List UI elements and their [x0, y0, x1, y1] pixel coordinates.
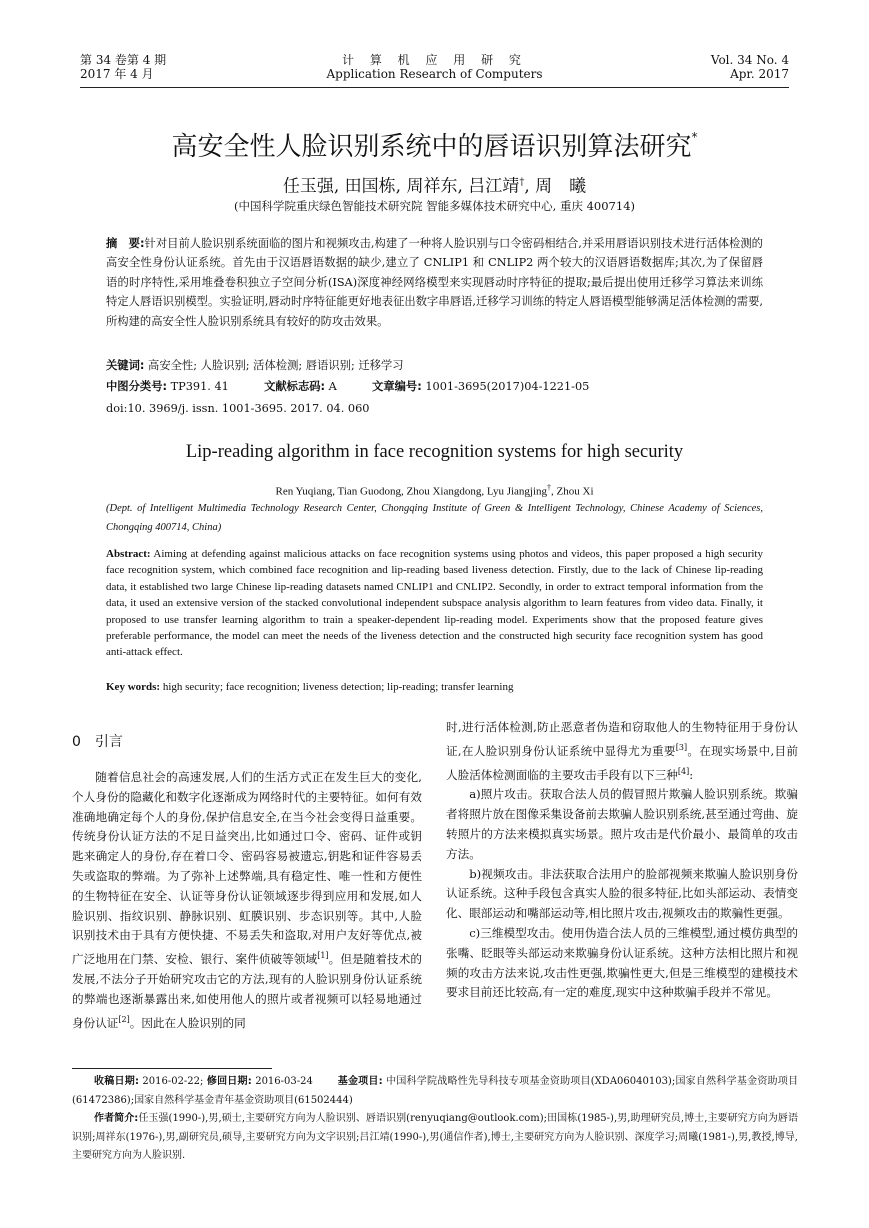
- date-line: 2017 年 4 月: [80, 67, 154, 81]
- classification-line: [106, 377, 763, 396]
- footnotes: [72, 1073, 798, 1166]
- text-run: 。但是随着技术的发展,不法分子开始研究攻击它的方法,现有的人脸识别身份认证系统的弊端也逐渐暴露出来,如使用他人的照片或者视频可以轻易地通过身份认证: [72, 952, 422, 1030]
- received-value: 2016-02-22;: [142, 1076, 204, 1087]
- citation-3: [3]: [675, 742, 688, 752]
- funding-label: 基金项目:: [337, 1076, 383, 1087]
- keywords-en-text: high security; face recognition; liveness detection; lip-reading; transfer learning: [160, 681, 514, 693]
- abstract-en-text: Aiming at defending against malicious attacks on face recognition systems using photos and videos, this paper proposed a high security face recognition system, which combined face recognition and lip-reading based liveness detection. Firstly, due to the lack of Chinese lip-reading data, it established two large Chinese lip-reading datasets named CNLIP1 and CNLIP2. Secondly, in order to extract temporal information from the data, it used an extensive version of the stacked convolutional independent subspace analysis algorithm to learn features from video data. Finally, it proposed to use transfer learning algorithm to train a speaker-dependent lip-reading model. Experiments show that the proposed feature gives preferable performance, the model can meet the needs of the liveness detection and the constructed high security face recognition system has good anti-attack effect.: [106, 548, 763, 659]
- intro-paragraph-1: [72, 768, 422, 1033]
- footnote-dates-funding: [72, 1073, 798, 1110]
- authors-last: , 周 曦: [524, 176, 587, 197]
- paper-title-cn: [80, 120, 789, 164]
- abstract-cn-text: 针对目前人脸识别系统面临的图片和视频攻击,构建了一种将人脸识别与口令密码相结合,并采用唇语识别技术进行活体检测的高安全性身份认证系统。首先由于汉语唇语数据的缺少,建立了 CNLIP1 和 CNLIP2 两个较大的汉语唇语数据库;其次,为了保留唇语的时序特性,采用堆叠卷积独立子空间分析(ISA)深度神经网络模型来实现唇动时序特征的提取;最后提出使用迁移学习算法来训练特定人唇语识别模型。实验证明,唇动时序特征能更好地表征出数字串唇语,迁移学习训练的特定人唇语模型能够满足活体检测的需要,所构建的高安全性人脸识别系统具有较好的防攻击效果。: [106, 237, 763, 328]
- clc-label: 中图分类号:: [106, 380, 168, 393]
- text-run: 时,进行活体检测,防止恶意者伪造和窃取他人的生物特征用于身份认证,在人脸识别身份认证系统中显得尤为重要: [446, 720, 798, 758]
- funding-value: 中国科学院战略性先导科技专项基金资助项目(XDA06040103);国家自然科学基金资助项目(61472386);国家自然科学基金青年基金资助项目(61502444): [72, 1076, 799, 1106]
- volume-line: Vol. 34 No. 4: [710, 53, 789, 67]
- affiliation-cn: (中国科学院重庆绿色智能技术研究院 智能多媒体技术研究中心, 重庆 400714): [234, 199, 635, 213]
- body-column-left: [72, 768, 422, 1033]
- text-run: 。在现实场景中,目前人脸活体检测面临的主要攻击手段有以下三种: [446, 743, 799, 782]
- affiliation-en: (Dept. of Intelligent Multimedia Technology Research Center, Chongqing Institute of Green & Intelligent Technology, Chinese Academy of Sciences, Chongqing 400714, China): [106, 503, 763, 533]
- month-line: Apr. 2017: [730, 67, 789, 81]
- revised-label: 修回日期:: [206, 1076, 252, 1087]
- citation-4: [4]: [677, 766, 690, 776]
- journal-issue-en: [711, 53, 789, 81]
- journal-name: [300, 53, 569, 81]
- authors-list: 任玉强, 田国栋, 周祥东, 吕江靖: [282, 176, 520, 197]
- attack-video-paragraph: b)视频攻击。非法获取合法用户的脸部视频来欺骗人脸识别身份认证系统。这种手段包含真实人脸的很多特征,比如头部运动、表情变化、眼部运动和嘴部运动等,相比照片攻击,视频攻击的欺骗性更强。: [446, 866, 798, 921]
- article-number-label: 文章编号:: [372, 380, 422, 393]
- keywords-cn: [106, 356, 763, 375]
- section-heading-intro: 0 引言: [72, 734, 123, 750]
- corresponding-mark-en: †: [547, 483, 552, 492]
- paper-title-en: Lip-reading algorithm in face recognition systems for high security: [185, 442, 684, 462]
- journal-name-cn: 计 算 机 应 用 研 究: [342, 53, 527, 67]
- citation-2: [2]: [118, 1014, 130, 1024]
- clc-value: TP391. 41: [170, 380, 229, 393]
- citation-1: [1]: [317, 951, 329, 961]
- keywords-en: [106, 679, 763, 695]
- bio-value: 任玉强(1990-),男,硕士,主要研究方向为人脸识别、唇语识别(renyuqiang@outlook.com);田国栋(1985-),男,助理研究员,博士,主要研究方向为唇语识别;周祥东(1976-),男,副研究员,硕导,主要研究方向为文字识别;吕江靖(1990-),男(通信作者),博士,主要研究方向为人脸识别、深度学习;周曦(1981-),男,教授,博导,主要研究方向为人脸识别.: [72, 1113, 798, 1161]
- authors-en-last: , Zhou Xi: [551, 485, 594, 498]
- revised-value: 2016-03-24: [255, 1076, 313, 1087]
- bio-label: 作者简介:: [94, 1113, 139, 1124]
- keywords-cn-text: 高安全性; 人脸识别; 活体检测; 唇语识别; 迁移学习: [148, 359, 404, 372]
- authors-en-list: Ren Yuqiang, Tian Guodong, Zhou Xiangdong, Lyu Jiangjing: [275, 485, 548, 498]
- doc-code-label: 文献标志码:: [264, 380, 326, 393]
- abstract-cn: [106, 234, 763, 331]
- journal-issue-cn: [80, 53, 166, 81]
- text-run: 随着信息社会的高速发展,人们的生活方式正在发生巨大的变化,个人身份的隐藏化和数字化逐渐成为网络时代的主要特征。如何有效准确地确定每个人的身份,保护信息安全,在当今社会变得日益重要。传统身份认证方法的不足日益突出,比如通过口令、密码、证件或钥匙来确定人的身份,存在着口令、密码容易被遗忘,钥匙和证件容易丢失或盗取的弊端。为了弥补上述弊端,具有稳定性、唯一性和方便性的生物特征在安全、认证等身份认证领域逐步得到应用和发展,如人脸识别、指纹识别、静脉识别、虹膜识别、步态识别等。其中,人脸识别技术由于具有方便快捷、不易丢失和盗取,对用户友好等优点,被广泛地用在门禁、安检、银行、案件侦破等领域: [72, 770, 422, 967]
- journal-name-en: Application Research of Computers: [326, 67, 543, 81]
- doi-line: doi:10. 3969/j. issn. 1001-3695. 2017. 04. 060: [106, 402, 370, 415]
- corresponding-mark: †: [519, 177, 525, 188]
- article-number-value: 1001-3695(2017)04-1221-05: [425, 380, 590, 393]
- text-run: :: [689, 767, 694, 782]
- abstract-cn-label: 摘 要:: [106, 237, 145, 250]
- issue-line: 第 34 卷第 4 期: [80, 53, 167, 67]
- authors-cn: [80, 172, 789, 198]
- keywords-cn-label: 关键词:: [106, 359, 145, 372]
- attack-photo-paragraph: a)照片攻击。获取合法人员的假冒照片欺骗人脸识别系统。欺骗者将照片放在图像采集设备前去欺骗人脸识别系统,甚至通过弯曲、旋转照片的方法来模拟真实场景。照片攻击是代价最小、最简单的攻击方法。: [446, 787, 798, 861]
- abstract-en-label: Abstract:: [106, 548, 151, 560]
- header-rule: [80, 87, 789, 88]
- footnote-author-bios: [72, 1110, 798, 1166]
- received-label: 收稿日期:: [94, 1076, 139, 1087]
- intro-paragraph-continued: [446, 718, 798, 785]
- authors-en: [80, 481, 789, 499]
- attack-3d-model-paragraph: c)三维模型攻击。使用伪造合法人员的三维模型,通过模仿典型的张嘴、眨眼等头部运动来欺骗身份认证系统。这种方法相比照片和视频的攻击方法来说,攻击性更强,欺骗性更大,但是三维模型的建模技术要求目前还比较高,有一定的难度,现实中这种欺骗手段并不常见。: [446, 925, 798, 1000]
- title-text: 高安全性人脸识别系统中的唇语识别算法研究: [171, 132, 692, 162]
- text-run: 。因此在人脸识别的同: [129, 1015, 246, 1030]
- footnote-rule: [72, 1068, 272, 1069]
- body-column-right: [446, 718, 798, 1003]
- keywords-en-label: Key words:: [106, 681, 161, 693]
- title-footnote-mark: *: [691, 130, 698, 144]
- abstract-en: [106, 546, 763, 661]
- doc-code-value: A: [328, 380, 337, 393]
